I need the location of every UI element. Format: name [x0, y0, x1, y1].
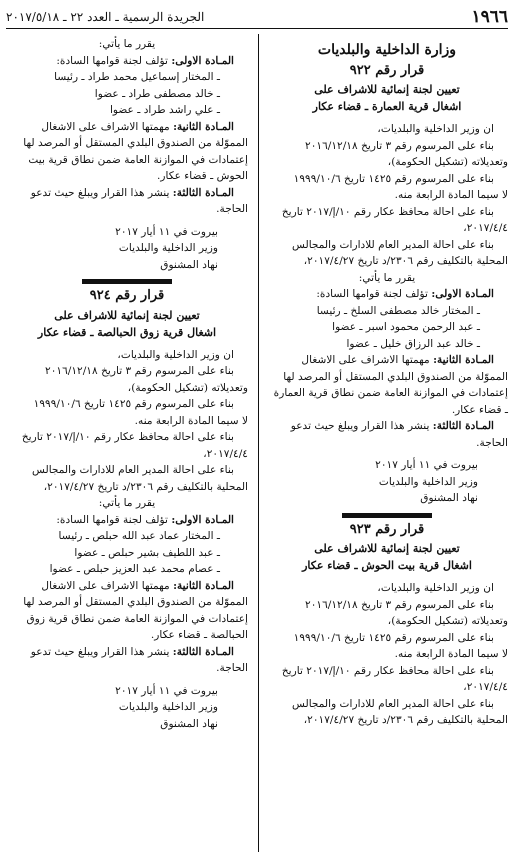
text-line: وتعديلاته (تشكيل الحكومة)،: [127, 381, 248, 394]
decision-923-continued: [6, 36, 248, 273]
decision-922-subject-2: اشغال قرية العمارة ـ قضاء عكار: [312, 100, 462, 113]
member-line: ـ خالد عبد الرزاق خليل ـ عضوا: [346, 337, 480, 350]
decision-924-subject-2: اشغال قرية زوق الحبالصة ـ قضاء عكار: [37, 325, 217, 339]
member-line: ـ علي راشد طراد ـ عضوا: [109, 104, 220, 116]
article-1: [6, 53, 248, 70]
decision-924-subject-1: تعيين لجنة إنمائية للاشراف على: [54, 308, 200, 322]
text-line: إعتمادات في الموازنة العامة ضمن نطاق قرية العمارة: [273, 387, 508, 399]
text-line: ـ قضاء عكار.: [451, 403, 508, 416]
member-line: ـ عصام محمد عبد العزيز حبلص ـ عضوا: [49, 563, 220, 575]
text-line: المحلية بالتكليف رقم ٢٣٠٦/د تاريخ ٢٠١٧/٤/٢٧،: [303, 255, 508, 267]
text-line: بناء على احالة المدير العام للادارات والمجالس: [291, 238, 494, 251]
article-text: تؤلف لجنة قوامها السادة:: [316, 288, 428, 300]
article-2: [6, 578, 248, 595]
decision-924-title: قرار رقم ٩٢٤: [89, 288, 165, 303]
article-label: المـادة الثانية:: [433, 354, 494, 366]
article-2: [266, 352, 508, 369]
text-line: بناء على احالة المدير العام للادارات والمجالس: [291, 697, 494, 710]
text-line: المموّلة من الصندوق البلدي المستقل أو المرصد لها: [283, 370, 508, 383]
article-label: المـادة الثانية:: [173, 120, 234, 133]
decision-922-subject-1: تعيين لجنة إنمائية للاشراف على: [314, 83, 460, 96]
section-separator: [266, 513, 508, 518]
member-line: ـ عبد الرحمن محمود اسبر ـ عضوا: [332, 321, 480, 333]
article-text: ينشر هذا القرار ويبلغ حيث تدعو: [30, 645, 170, 658]
text-line: إعتمادات في الموازنة العامة ضمن نطاق قرية زوق: [26, 612, 248, 625]
decision-923: [266, 522, 508, 729]
text-line: ٢٠١٧/٤/٤،: [203, 447, 248, 460]
decision-922: [266, 63, 508, 507]
text-line: بناء على احالة محافظ عكار رقم ١٠/إ/٢٠١٧ تاريخ: [281, 664, 494, 677]
decision-923-subject-1: تعيين لجنة إنمائية للاشراف على: [314, 542, 460, 555]
member-line: ـ المختار إسماعيل محمد طراد ـ رئيسا: [54, 71, 220, 83]
article-3: [6, 644, 248, 661]
article-1: [266, 286, 508, 303]
text-line: بناء على المرسوم رقم ١٤٢٥ تاريخ ١٩٩٩/١٠/٦: [293, 172, 494, 185]
signature-name: نهاد المشنوق: [160, 258, 218, 271]
article-1: [6, 512, 248, 529]
article-text: تؤلف لجنة قوامها السادة:: [56, 54, 168, 67]
article-label: المـادة الاولى:: [171, 513, 234, 526]
text-line: لا سيما المادة الرابعة منه.: [394, 189, 508, 201]
text-line: إعتمادات في الموازنة العامة ضمن نطاق قرية بيت: [28, 153, 248, 166]
decision-922-title: قرار رقم ٩٢٢: [349, 62, 425, 78]
member-line: ـ عبد اللطيف بشير حبلص ـ عضوا: [74, 546, 220, 559]
text-line: يقرر ما يأتي:: [358, 271, 416, 284]
text-line: المموّلة من الصندوق البلدي المستقل أو المرصد لها: [23, 596, 248, 608]
article-label: المـادة الثالثة:: [172, 186, 234, 199]
member-line: ـ المختار عماد عبد الله حبلص ـ رئيسا: [58, 530, 220, 542]
ministry-title: وزارة الداخلية والبلديات: [317, 42, 457, 58]
text-line: وتعديلاته (تشكيل الحكومة)،: [387, 615, 508, 627]
article-2: [6, 119, 248, 136]
article-label: المـادة الثالثة:: [172, 645, 234, 658]
text-line: ان وزير الداخلية والبلديات،: [377, 123, 494, 135]
article-3: [6, 185, 248, 202]
section-separator: [6, 279, 248, 284]
article-label: المـادة الاولى:: [171, 54, 234, 67]
decision-923-subject-2: اشغال قرية بيت الحوش ـ قضاء عكار: [302, 559, 472, 572]
page-number: ١٩٦٦: [471, 7, 508, 27]
text-line: لا سيما المادة الرابعة منه.: [134, 414, 248, 427]
text-line: الحاجة.: [216, 662, 248, 674]
member-line: ـ المختار خالد مصطفى السلخ ـ رئيسا: [316, 304, 480, 317]
text-line: ٢٠١٧/٤/٤،: [463, 222, 508, 234]
text-line: المحلية بالتكليف رقم ٢٣٠٦/د تاريخ ٢٠١٧/٤/٢٧،: [303, 714, 508, 726]
text-line: بناء على المرسوم رقم ٣ تاريخ ٢٠١٦/١٢/١٨: [305, 598, 494, 611]
text-line: ان وزير الداخلية والبلديات،: [377, 582, 494, 594]
article-text: ينشر هذا القرار ويبلغ حيث تدعو: [290, 420, 430, 432]
text-line: ان وزير الداخلية والبلديات،: [117, 348, 234, 361]
article-text: مهمتها الاشراف على الاشغال: [301, 354, 430, 366]
article-3: [266, 418, 508, 435]
text-line: يقرر ما يأتي:: [98, 497, 156, 509]
signature-title: وزير الداخلية والبلديات: [378, 475, 478, 488]
text-line: بناء على احالة المدير العام للادارات والمجالس: [31, 464, 234, 476]
text-line: بناء على احالة محافظ عكار رقم ١٠/إ/٢٠١٧ تاريخ: [281, 205, 494, 218]
signature-date: بيروت في ١١ أيار ٢٠١٧: [115, 225, 218, 238]
article-text: مهمتها الاشراف على الاشغال: [41, 579, 170, 592]
text-line: ٢٠١٧/٤/٤،: [463, 681, 508, 693]
text-line: لا سيما المادة الرابعة منه.: [394, 648, 508, 660]
signature-name: نهاد المشنوق: [160, 717, 218, 730]
article-text: مهمتها الاشراف على الاشغال: [41, 120, 170, 133]
signature-title: وزير الداخلية والبلديات: [118, 242, 218, 254]
decision-924: [6, 288, 248, 732]
text-line: بناء على المرسوم رقم ١٤٢٥ تاريخ ١٩٩٩/١٠/٦: [33, 398, 234, 410]
text-line: بناء على المرسوم رقم ٣ تاريخ ٢٠١٦/١٢/١٨: [305, 139, 494, 152]
column-divider: [258, 34, 259, 852]
text-line: وتعديلاته (تشكيل الحكومة)،: [387, 156, 508, 168]
text-line: يقرر ما يأتي:: [98, 38, 156, 50]
gazette-issue-line: الجريدة الرسمية ـ العدد ٢٢ ـ ٢٠١٧/٥/١٨: [6, 10, 205, 24]
text-line: الحاجة.: [476, 436, 508, 449]
text-line: بناء على احالة محافظ عكار رقم ١٠/إ/٢٠١٧ تاريخ: [21, 431, 234, 443]
text-line: الحوش ـ قضاء عكار.: [157, 170, 248, 182]
signature-title: وزير الداخلية والبلديات: [118, 701, 218, 713]
article-label: المـادة الاولى:: [431, 288, 494, 300]
text-line: الحبالصة ـ قضاء عكار.: [150, 629, 248, 641]
article-label: المـادة الثالثة:: [432, 420, 494, 432]
article-text: ينشر هذا القرار ويبلغ حيث تدعو: [30, 186, 170, 199]
page-header: [6, 6, 508, 29]
signature-date: بيروت في ١١ أيار ٢٠١٧: [115, 684, 218, 697]
text-line: المموّلة من الصندوق البلدي المستقل أو المرصد لها: [23, 137, 248, 149]
article-label: المـادة الثانية:: [173, 579, 234, 592]
decision-923-title: قرار رقم ٩٢٣: [349, 521, 425, 537]
text-line: الحاجة.: [216, 203, 248, 215]
text-line: بناء على المرسوم رقم ١٤٢٥ تاريخ ١٩٩٩/١٠/٦: [293, 631, 494, 644]
text-line: المحلية بالتكليف رقم ٢٣٠٦/د تاريخ ٢٠١٧/٤/٢٧،: [43, 480, 248, 493]
signature-name: نهاد المشنوق: [420, 492, 478, 504]
signature-date: بيروت في ١١ أيار ٢٠١٧: [375, 459, 478, 471]
right-column: [266, 36, 508, 729]
left-column: [6, 36, 248, 732]
article-text: تؤلف لجنة قوامها السادة:: [56, 513, 168, 526]
member-line: ـ خالد مصطفى طراد ـ عضوا: [94, 87, 220, 100]
text-line: بناء على المرسوم رقم ٣ تاريخ ٢٠١٦/١٢/١٨: [45, 365, 234, 377]
